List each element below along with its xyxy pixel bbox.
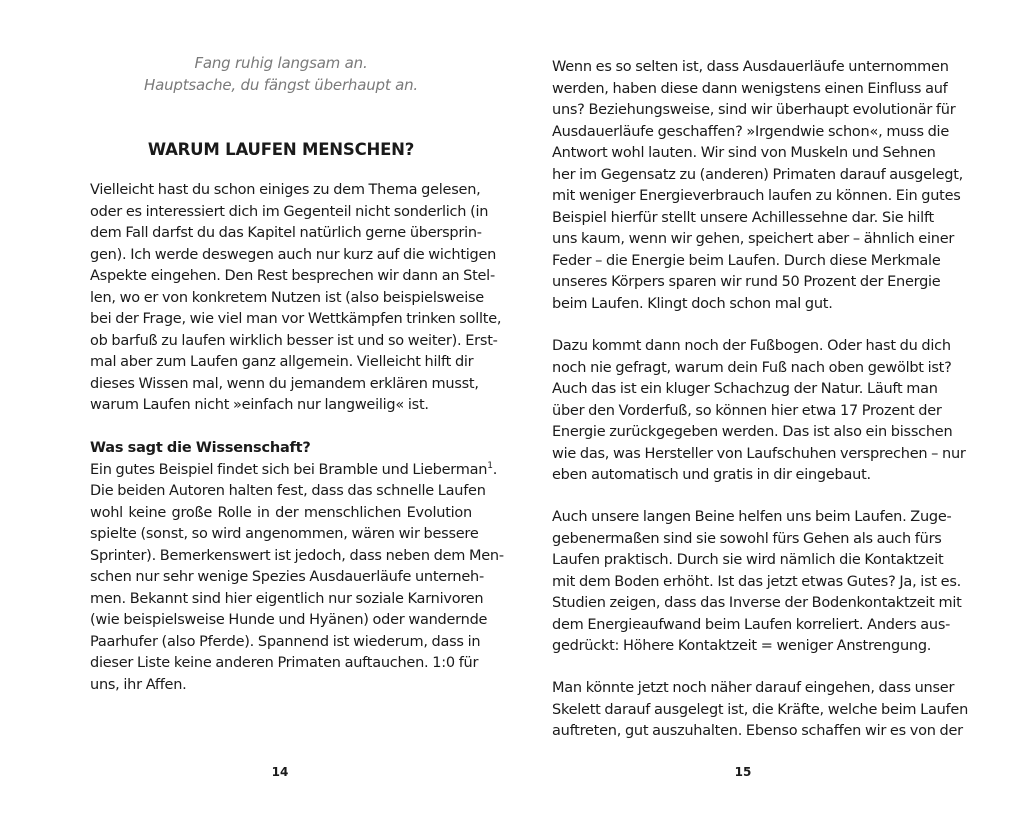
text-line: mal aber zum Laufen ganz allgemein. Vielleicht hilft dir — [90, 354, 474, 370]
right-page — [552, 0, 969, 833]
motto — [90, 52, 472, 96]
text-line: Beispiel hierfür stellt unsere Achillessehne dar. Sie hilft — [552, 209, 934, 226]
text-line: Vielleicht hast du schon einiges zu dem Thema gelesen, — [90, 182, 481, 198]
text-line: uns, ihr Affen. — [90, 676, 187, 693]
text-line: dem Fall darfst du das Kapitel natürlich gerne übersprin- — [90, 225, 482, 241]
text-line: werden, haben diese dann wenigstens einen Einfluss auf — [552, 80, 948, 97]
text-line: Laufen praktisch. Durch sie wird nämlich die Kontaktzeit — [552, 552, 944, 568]
text-line: auftreten, gut auszuhalten. Ebenso schaffen wir es von der — [552, 723, 963, 739]
text-line: Auch unsere langen Beine helfen uns beim Laufen. Zuge- — [552, 509, 952, 525]
text-line: oder es interessiert dich im Gegenteil nicht sonderlich (in — [90, 203, 489, 220]
text-line: mit dem Boden erhöht. Ist das jetzt etwas Gutes? Ja, ist es. — [552, 573, 961, 590]
section-heading: Was sagt die Wissenschaft? — [90, 440, 311, 456]
footnote-marker: 1 — [487, 460, 493, 471]
text-line: Wenn es so selten ist, dass Ausdauerläufe unternommen — [552, 59, 949, 75]
text-line: Dazu kommt dann noch der Fußbogen. Oder hast du dich — [552, 338, 951, 354]
text-line-start: Ein gutes Beispiel findet sich bei Bramble und Lieberman — [90, 461, 488, 478]
text-line-end: . — [492, 461, 498, 478]
text-line: Aspekte eingehen. Den Rest besprechen wir dann an Stel- — [90, 268, 495, 284]
text-line: uns kaum, wenn wir gehen, speichert aber – ähnlich einer — [552, 231, 955, 247]
text-line: gebenermaßen sind sie sowohl fürs Gehen als auch fürs — [552, 530, 942, 547]
text-line: (wie beispielsweise Hunde und Hyänen) oder wandernde — [90, 612, 488, 628]
text-line: Man könnte jetzt noch näher darauf eingehen, dass unser — [552, 680, 955, 696]
text-line: beim Laufen. Klingt doch schon mal gut. — [552, 295, 833, 312]
chapter-title: WARUM LAUFEN MENSCHEN? — [147, 140, 415, 159]
text-line: dieses Wissen mal, wenn du jemandem erklären musst, — [90, 375, 479, 392]
text-line: Ausdauerläufe geschaffen? »Irgendwie schon«, muss die — [552, 123, 950, 140]
text-line: gedrückt: Höhere Kontaktzeit = weniger Anstrengung. — [552, 638, 932, 654]
text-line: men. Bekannt sind hier eigentlich nur soziale Karnivoren — [90, 590, 484, 607]
text-line: mit weniger Energieverbrauch laufen zu können. Ein gutes — [552, 188, 961, 204]
text-line: unseres Körpers sparen wir rund 50 Prozent der Energie — [552, 274, 941, 290]
text-line: über den Vorderfuß, so können hier etwa 17 Prozent der — [552, 402, 942, 419]
text-line: bei der Frage, wie viel man vor Wettkämpfen trinken sollte, — [90, 311, 502, 327]
text-line: spielte (sonst, so wird angenommen, wären wir bessere — [90, 526, 479, 542]
text-line: Paarhufer (also Pferde). Spannend ist wiederum, dass in — [90, 633, 481, 650]
page-number: 15 — [734, 765, 752, 779]
motto-line: Hauptsache, du fängst überhaupt an. — [144, 76, 418, 94]
left-page — [90, 0, 504, 833]
text-line: len, wo er von konkretem Nutzen ist (also beispielsweise — [90, 289, 484, 306]
text-line — [90, 460, 498, 482]
page-number: 14 — [271, 765, 289, 779]
text-line: Energie zurückgegeben werden. Das ist also ein bisschen — [552, 424, 953, 440]
text-line: uns? Beziehungsweise, sind wir überhaupt evolutionär für — [552, 102, 956, 118]
text-line: ob barfuß zu laufen wirklich besser ist und so weiter). Erst- — [90, 332, 498, 349]
text-line: gen). Ich werde deswegen auch nur kurz auf die wichtigen — [90, 246, 497, 263]
text-line: eben automatisch und gratis in dir eingebaut. — [552, 467, 871, 483]
text-line: her im Gegensatz zu (anderen) Primaten darauf ausgelegt, — [552, 166, 963, 183]
text-line: Feder – die Energie beim Laufen. Durch diese Merkmale — [552, 252, 941, 269]
text-line: dieser Liste keine anderen Primaten auftauchen. 1:0 für — [90, 655, 479, 671]
text-line: wohl keine große Rolle in der menschlichen Evolution — [90, 504, 472, 521]
text-line: Die beiden Autoren halten fest, dass das schnelle Laufen — [90, 483, 486, 499]
text-line: Studien zeigen, dass das Inverse der Bodenkontaktzeit mit — [552, 595, 962, 611]
text-line: warum Laufen nicht »einfach nur langweilig« ist. — [90, 397, 429, 413]
text-line: Sprinter). Bemerkenswert ist jedoch, dass neben dem Men- — [90, 547, 504, 564]
text-line: Auch das ist ein kluger Schachzug der Natur. Läuft man — [552, 381, 938, 397]
motto-line: Fang ruhig langsam an. — [194, 54, 368, 72]
text-line: Skelett darauf ausgelegt ist, die Kräfte, welche beim Laufen — [552, 701, 969, 718]
text-line: dem Energieaufwand beim Laufen korreliert. Anders aus- — [552, 616, 951, 633]
text-line: wie das, was Hersteller von Laufschuhen versprechen – nur — [552, 445, 966, 462]
text-line: noch nie gefragt, warum dein Fuß nach oben gewölbt ist? — [552, 359, 952, 376]
text-line: Antwort wohl lauten. Wir sind von Muskeln und Sehnen — [552, 145, 936, 161]
text-line: schen nur sehr wenige Spezies Ausdauerläufe unterneh- — [90, 569, 484, 585]
